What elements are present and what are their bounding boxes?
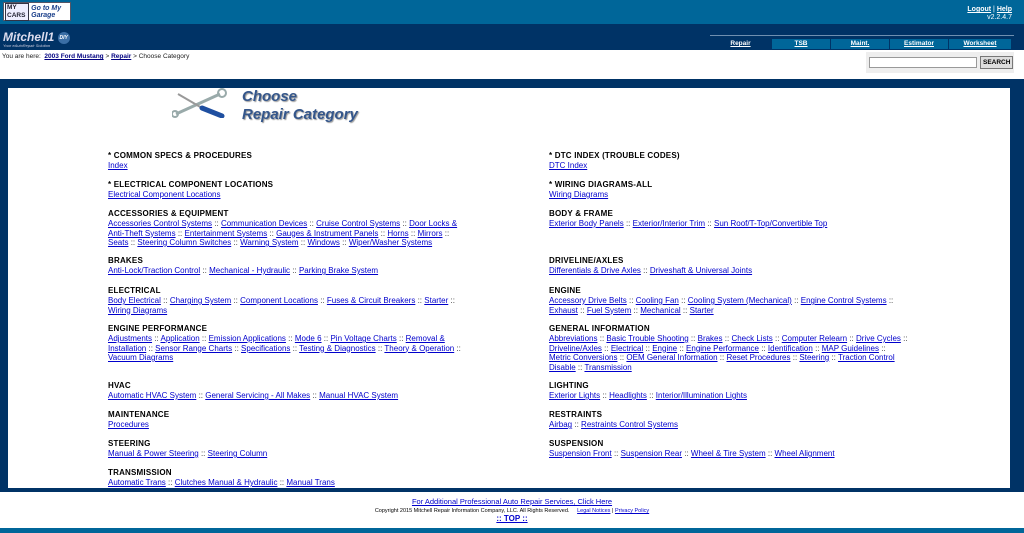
link-exterior-lights[interactable]: Exterior Lights [549,391,601,400]
link-separator: :: [602,391,607,400]
link-metric-conversions[interactable]: Metric Conversions [549,353,618,362]
link-separator: :: [323,334,329,343]
link-separator: :: [377,343,383,353]
category-links [108,161,468,171]
search-button[interactable]: SEARCH [980,56,1013,69]
breadcrumb-sep: > [133,53,137,60]
category-title: TRANSMISSION [108,468,172,477]
tab-repair[interactable]: Repair [710,39,771,49]
link-separator: :: [643,266,648,275]
link-exterior-interior-trim[interactable]: Exterior/Interior Trim [632,219,706,228]
link-separator: :: [604,343,609,353]
category-title: * ELECTRICAL COMPONENT LOCATIONS [108,180,274,189]
category-suspension [549,439,909,459]
link-wiring-diagrams[interactable]: Wiring Diagrams [549,190,609,199]
search-input[interactable] [869,57,977,68]
link-steering-column[interactable]: Steering Column [207,449,268,458]
link-separator: :: [342,238,347,247]
link-separator: :: [154,334,159,343]
link-wheel-alignment[interactable]: Wheel Alignment [774,449,835,458]
top-bar [0,0,1024,24]
category-steering [108,439,468,459]
link-separator: :: [214,219,219,228]
link-separator: :: [300,238,306,247]
tab-estimator[interactable]: Estimator [890,39,948,49]
link-separator: :: [625,219,631,228]
category-links [549,449,909,459]
help-link[interactable]: Help [996,6,1012,13]
link-horns[interactable]: Horns [387,228,409,238]
additional-services-link[interactable]: For Additional Professional Auto Repair Services, Click Here [411,497,613,506]
category-links [549,334,909,372]
link-steering-column-switches[interactable]: Steering Column Switches [137,238,232,247]
category-links [549,420,909,430]
diy-badge: DIY [58,32,70,44]
page-header [172,88,358,124]
link-separator: :: [580,305,585,315]
category-links [108,296,468,315]
category-title: * COMMON SPECS & PROCEDURES [108,151,253,160]
link-separator: :: [177,228,183,238]
category-electrical [108,286,468,315]
link-dtc-index[interactable]: DTC Index [549,161,588,170]
link-separator: :: [682,305,688,315]
category-driveline-axles [549,256,909,276]
link-removal-installation[interactable]: Removal & Installation [108,334,445,353]
breadcrumb-sep: > [105,53,110,60]
category-transmission [108,468,468,488]
link-application[interactable]: Application [160,334,200,343]
category-lighting [549,381,909,401]
link-component-locations[interactable]: Component Locations [240,296,318,305]
link-separator: :: [881,343,886,353]
link-index[interactable]: Index [108,161,128,170]
link-headlights[interactable]: Headlights [609,391,647,400]
link-fuses-circuit-breakers[interactable]: Fuses & Circuit Breakers [326,296,416,305]
link-suspension-front[interactable]: Suspension Front [549,449,612,458]
link-check-lists[interactable]: Check Lists [731,334,773,343]
link-separator: :: [613,449,619,458]
link-separator: :: [849,334,854,343]
category-title: GENERAL INFORMATION [549,324,650,333]
link-interior-illumination-lights[interactable]: Interior/Illumination Lights [655,391,747,400]
category-title: DRIVELINE/AXLES [549,256,624,265]
link-oem-general-information[interactable]: OEM General Information [626,353,718,362]
link-sun-roof-t-top-convertible-top[interactable]: Sun Roof/T-Top/Convertible Top [714,219,828,228]
link-accessories-control-systems[interactable]: Accessories Control Systems [108,219,213,228]
tab-worksheet[interactable]: Worksheet [949,39,1011,49]
link-separator: :: [200,449,206,458]
link-separator: :: [599,334,605,343]
category-title: * DTC INDEX (TROUBLE CODES) [549,151,680,160]
link-separator: :: [279,478,285,487]
category-title: SUSPENSION [549,439,604,448]
link-separator: :: [398,334,404,343]
link-transmission[interactable]: Transmission [584,362,632,372]
link-engine-control-systems[interactable]: Engine Control Systems [800,296,887,305]
link-separator: :: [775,334,780,343]
link-separator: :: [402,219,407,228]
category-links [108,334,468,363]
link-abbreviations[interactable]: Abbreviations [549,334,598,343]
link-separator: :: [767,449,773,458]
category-body-frame [549,209,909,229]
category-common-specs-procedures [108,151,468,171]
link-separator: :: [690,334,696,343]
link-separator: :: [163,296,168,305]
category-title: ACCESSORIES & EQUIPMENT [108,209,229,218]
link-manual-hvac-system[interactable]: Manual HVAC System [319,391,399,400]
category-links [108,449,468,459]
link-separator: :: [380,228,386,238]
category-links [549,391,909,401]
bottom-bar [0,528,1024,533]
category-title: HVAC [108,381,131,390]
link-electrical[interactable]: Electrical [610,343,644,353]
my-cars-badge: MY CARS [5,3,29,21]
link-separator: :: [619,353,625,362]
category-hvac [108,381,468,401]
category-title: RESTRAINTS [549,410,603,419]
category-brakes [108,256,468,276]
link-separator: :: [148,343,153,353]
link-reset-procedures[interactable]: Reset Procedures [726,353,791,362]
link-separator: :: [724,334,730,343]
breadcrumb [2,53,189,60]
link-separator: :: [903,334,908,343]
link-separator: :: [645,343,650,353]
category-links [108,266,468,276]
category-links [108,219,468,248]
link-mechanical-hydraulic[interactable]: Mechanical - Hydraulic [209,266,291,275]
category-dtc-index-trouble-codes [549,151,909,171]
link-entertainment-systems[interactable]: Entertainment Systems [184,228,268,238]
link-separator: :: [456,343,461,353]
link-specifications[interactable]: Specifications [241,343,291,353]
link-emission-applications[interactable]: Emission Applications [208,334,286,343]
link-separator: :: [309,219,314,228]
link-separator: :: [130,238,136,247]
link-drive-cycles[interactable]: Drive Cycles [856,334,901,343]
link-separator: :: [707,219,712,228]
link-accessory-drive-belts[interactable]: Accessory Drive Belts [549,296,627,305]
go-to-my-garage-button[interactable] [3,2,71,21]
link-separator: :: [233,238,238,247]
link-automatic-hvac-system[interactable]: Automatic HVAC System [108,391,197,400]
link-traction-control-disable[interactable]: Traction Control Disable [549,353,895,372]
link-separator: :: [312,391,317,400]
link-separator: :: [201,334,207,343]
category-title: * WIRING DIAGRAMS-ALL [549,180,653,189]
link-separator: :: [269,228,274,238]
breadcrumb-repair[interactable]: Repair [111,53,132,60]
link-separator: :: [202,266,207,275]
link-parking-brake-system[interactable]: Parking Brake System [298,266,379,275]
link-separator: :: [168,478,173,487]
link-restraints-control-systems[interactable]: Restraints Control Systems [581,420,678,429]
link-separator: :: [719,353,725,362]
link-separator: :: [417,296,423,305]
category-links [108,190,468,200]
link-anti-lock-traction-control[interactable]: Anti-Lock/Traction Control [108,266,201,275]
link-steering[interactable]: Steering [799,353,830,362]
page-title-line2: Repair Category [242,106,358,123]
breadcrumb-vehicle[interactable]: 2003 Ford Mustang [44,53,104,60]
category-title: MAINTENANCE [108,410,170,419]
link-wiper-washer-systems[interactable]: Wiper/Washer Systems [348,238,433,247]
link-exterior-body-panels[interactable]: Exterior Body Panels [549,219,624,228]
category-links [549,296,909,315]
link-separator: :: [888,296,894,305]
link-manual-trans[interactable]: Manual Trans [286,478,335,487]
category-title: BODY & FRAME [549,209,614,218]
mitchell1-logo [3,30,70,48]
tab-tsb[interactable]: TSB [772,39,830,49]
link-identification[interactable]: Identification [767,343,813,353]
link-door-locks-anti-theft-systems[interactable]: Door Locks & Anti-Theft Systems [108,219,458,238]
link-separator: :: [292,343,298,353]
link-pin-voltage-charts[interactable]: Pin Voltage Charts [330,334,397,343]
back-to-top-link[interactable]: :: TOP :: [496,514,528,523]
legal-notices-link[interactable]: Legal Notices [577,508,611,514]
link-separator: :: [761,343,766,353]
search-area [866,52,1014,73]
link-cooling-fan[interactable]: Cooling Fan [635,296,679,305]
link-map-guidelines[interactable]: MAP Guidelines [821,343,879,353]
link-separator: :: [288,334,293,343]
link-exhaust[interactable]: Exhaust [549,305,578,315]
category-links [549,161,909,171]
footer [0,497,1024,523]
link-separator: :: [234,343,239,353]
category-maintenance [108,410,468,430]
link-communication-devices[interactable]: Communication Devices [220,219,308,228]
link-wiring-diagrams[interactable]: Wiring Diagrams [108,305,168,315]
link-mode-6[interactable]: Mode 6 [294,334,322,343]
tab-maint[interactable]: Maint. [831,39,889,49]
link-separator: :: [444,228,450,238]
link-basic-trouble-shooting[interactable]: Basic Trouble Shooting [606,334,689,343]
link-separator: :: [794,296,799,305]
link-separator: :: [292,266,297,275]
version-label: v2.2.4.7 [987,14,1012,21]
link-body-electrical[interactable]: Body Electrical [108,296,161,305]
category-title: ENGINE PERFORMANCE [108,324,208,333]
category-engine [549,286,909,315]
main-tabs [710,35,1014,50]
link-computer-relearn[interactable]: Computer Relearn [781,334,848,343]
link-gauges-instrument-panels[interactable]: Gauges & Instrument Panels [276,228,379,238]
privacy-policy-link[interactable]: Privacy Policy [614,508,650,514]
category-title: STEERING [108,439,151,448]
link-engine[interactable]: Engine [652,343,678,353]
link-cooling-system-mechanical[interactable]: Cooling System (Mechanical) [687,296,792,305]
category-title: ELECTRICAL [108,286,161,295]
link-separator: :: [450,296,455,305]
link-windows[interactable]: Windows [307,238,340,247]
logo-tagline: Your eAutoRepair Solution [3,43,51,48]
link-driveshaft-universal-joints[interactable]: Driveshaft & Universal Joints [649,266,753,275]
category-accessories-equipment [108,209,468,248]
breadcrumb-current: Choose Category [138,53,190,60]
link-electrical-component-locations[interactable]: Electrical Component Locations [108,190,221,199]
link-separator: :: [574,420,579,429]
link-charging-system[interactable]: Charging System [169,296,232,305]
garage-label: Go to My Garage [31,4,62,19]
link-brakes[interactable]: Brakes [697,334,723,343]
category-links [108,391,468,401]
link-automatic-trans[interactable]: Automatic Trans [108,478,166,487]
link-testing-diagnostics[interactable]: Testing & Diagnostics [299,343,376,353]
account-links: Logout | Help v2.2.4.7 [967,6,1012,21]
category-electrical-component-locations [108,180,468,200]
link-separator: :: [815,343,820,353]
link-separator: :: [649,391,654,400]
link-separator: :: [629,296,634,305]
link-vacuum-diagrams[interactable]: Vacuum Diagrams [108,353,174,362]
link-airbag[interactable]: Airbag [549,420,573,429]
copyright-text: Copyright 2015 Mitchell Repair Information Company, LLC. All Rights Reserved. [374,508,570,514]
category-links [549,266,909,276]
wrench-screwdriver-icon [172,88,228,118]
page-title-line1: Choose [242,88,298,105]
link-differentials-drive-axles[interactable]: Differentials & Drive Axles [549,266,641,275]
category-links [549,190,909,200]
link-separator: :: [233,296,238,305]
link-separator: :: [633,305,638,315]
category-title: ENGINE [549,286,581,295]
link-driveline-axles[interactable]: Driveline/Axles [549,343,602,353]
link-mechanical[interactable]: Mechanical [640,305,681,315]
link-clutches-manual-hydraulic[interactable]: Clutches Manual & Hydraulic [174,478,278,487]
link-fuel-system[interactable]: Fuel System [586,305,632,315]
category-restraints [549,410,909,430]
category-wiring-diagrams-all [549,180,909,200]
link-separator: :: [198,391,204,400]
link-separator: :: [681,296,686,305]
link-general-servicing-all-makes[interactable]: General Servicing - All Makes [205,391,311,400]
category-engine-performance [108,324,468,363]
category-links [108,478,468,488]
category-general-information [549,324,909,372]
category-links [549,219,909,229]
breadcrumb-prefix: You are here: [2,53,41,60]
link-procedures[interactable]: Procedures [108,420,149,429]
link-separator: :: [679,343,684,353]
link-starter[interactable]: Starter [689,305,714,315]
link-separator: :: [792,353,798,362]
link-separator: :: [410,228,416,238]
link-manual-power-steering[interactable]: Manual & Power Steering [108,449,199,458]
copyright-line: Copyright 2015 Mitchell Repair Information Company, LLC. All Rights Reserved. Legal Notices | Privacy Policy [374,508,650,514]
link-separator: :: [831,353,836,362]
logo-text: Mitchell1 [3,30,55,44]
link-separator: :: [320,296,325,305]
category-links [108,420,468,430]
logout-link[interactable]: Logout [967,6,992,13]
link-warning-system[interactable]: Warning System [240,238,299,247]
link-separator: :: [577,362,583,372]
link-mirrors[interactable]: Mirrors [417,228,443,238]
category-title: LIGHTING [549,381,589,390]
category-title: BRAKES [108,256,143,265]
link-separator: :: [684,449,689,458]
link-adjustments[interactable]: Adjustments [108,334,153,343]
link-starter[interactable]: Starter [424,296,449,305]
link-cruise-control-systems[interactable]: Cruise Control Systems [316,219,401,228]
link-wheel-tire-system[interactable]: Wheel & Tire System [690,449,766,458]
link-sensor-range-charts[interactable]: Sensor Range Charts [155,343,233,353]
link-theory-operation[interactable]: Theory & Operation [384,343,455,353]
link-engine-performance[interactable]: Engine Performance [686,343,759,353]
link-suspension-rear[interactable]: Suspension Rear [620,449,682,458]
link-seats[interactable]: Seats [108,238,129,247]
